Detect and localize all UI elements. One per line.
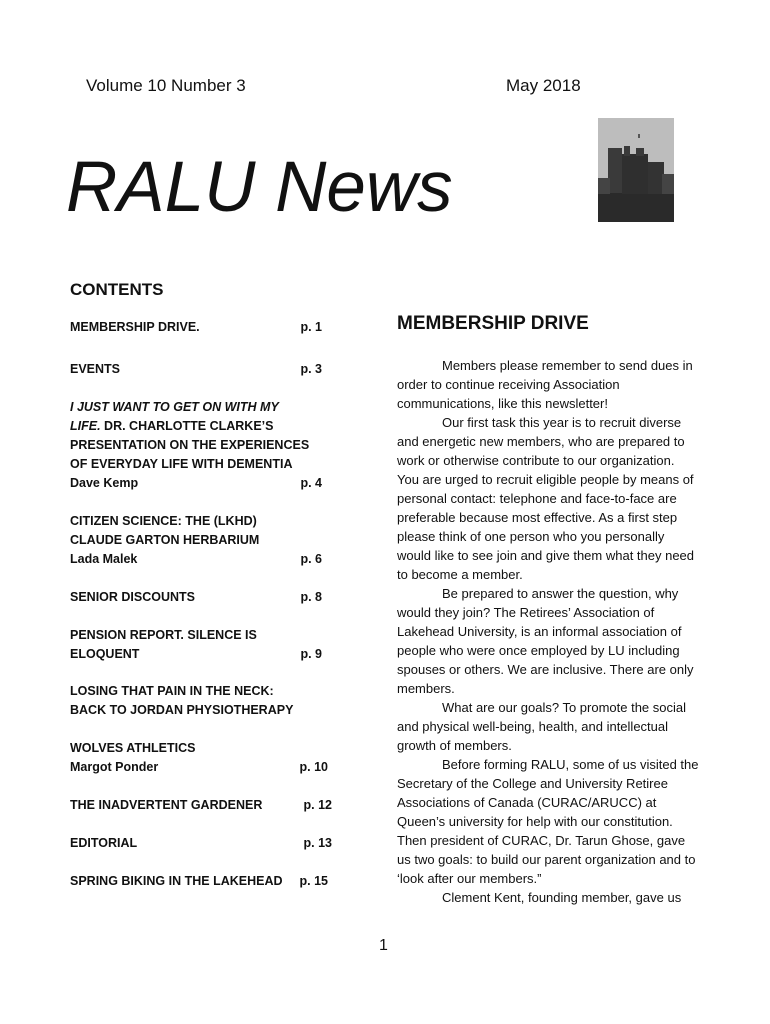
- toc-title: SENIOR DISCOUNTS: [70, 590, 196, 604]
- toc-title-block: [70, 626, 370, 664]
- article-body: [397, 356, 699, 907]
- toc-item-editorial[interactable]: [70, 834, 370, 853]
- toc-title-line: LOSING THAT PAIN IN THE NECK:: [70, 684, 274, 698]
- toc-title-line: ELOQUENT: [70, 647, 140, 661]
- article-heading: MEMBERSHIP DRIVE: [397, 313, 589, 334]
- masthead-title: RALU News: [66, 148, 453, 227]
- article-paragraph: What are our goals? To promote the social and physical well-being, health, and intellectual growth of members.: [397, 700, 687, 753]
- toc-page: p. 9: [300, 647, 322, 661]
- toc-author: Margot Ponder: [70, 760, 159, 774]
- toc-title-line: BACK TO JORDAN PHYSIOTHERAPY: [70, 703, 294, 717]
- toc-title: EVENTS: [70, 362, 121, 376]
- toc-item-pension-report[interactable]: [70, 626, 370, 664]
- article-paragraph: Our first task this year is to recruit diverse and energetic new members, who are prepared to work or otherwise contribute to our organization. You are urged to recruit eligible people by means of personal contact: telephone and face-to-face are preferable because most effective. As a first step please think of one person who you personally would like to see join and give them what they need to become a member.: [397, 415, 695, 582]
- toc-page: p. 6: [300, 552, 322, 566]
- article-paragraph: Before forming RALU, some of us visited the Secretary of the College and University Retiree Associations of Canada (CURAC/ARUCC) at Queen’s university for help with our constitution. Then president of CURAC, Dr. Tarun Ghose, gave us two goals: to build our parent organization and to ‘look after our members.”: [397, 757, 699, 886]
- masthead-photo: [598, 118, 674, 222]
- toc-title-line: CLAUDE GARTON HERBARIUM: [70, 533, 260, 547]
- toc-title-line: WOLVES ATHLETICS: [70, 741, 196, 755]
- toc-title-line: OF EVERYDAY LIFE WITH DEMENTIA: [70, 457, 293, 471]
- article-paragraph: Members please remember to send dues in order to continue receiving Association communications, like this newsletter!: [397, 358, 693, 411]
- page-number: 1: [379, 937, 388, 954]
- toc-title: SPRING BIKING IN THE LAKEHEAD: [70, 874, 283, 888]
- toc-item-dementia-presentation[interactable]: [70, 398, 370, 493]
- issue-date: May 2018: [506, 76, 581, 95]
- toc-title-block: [70, 682, 370, 720]
- toc-page: p. 15: [299, 874, 328, 888]
- toc-title: EDITORIAL: [70, 836, 138, 850]
- toc-title-block: [70, 398, 370, 493]
- toc-item-senior-discounts[interactable]: [70, 588, 370, 607]
- toc-title-line: I JUST WANT TO GET ON WITH MY: [70, 400, 279, 414]
- volume-number: Volume 10 Number 3: [86, 76, 246, 95]
- toc-title-line: CITIZEN SCIENCE: THE (LKHD): [70, 514, 257, 528]
- toc-title-block: [70, 512, 370, 569]
- toc-page: p. 12: [303, 798, 332, 812]
- toc-author: Lada Malek: [70, 552, 138, 566]
- toc-item-membership-drive[interactable]: [70, 318, 370, 337]
- toc-item-citizen-science[interactable]: [70, 512, 370, 569]
- toc-item-events[interactable]: [70, 360, 370, 379]
- article-paragraph: Clement Kent, founding member, gave us: [442, 890, 682, 905]
- toc-page: p. 10: [299, 760, 328, 774]
- toc-title-line: LIFE.: [70, 419, 101, 433]
- toc-item-wolves-athletics[interactable]: [70, 739, 370, 777]
- toc-title: MEMBERSHIP DRIVE.: [70, 320, 200, 334]
- toc-page: p. 3: [300, 362, 322, 376]
- toc-title-line: PRESENTATION ON THE EXPERIENCES: [70, 438, 310, 452]
- contents-heading: CONTENTS: [70, 280, 164, 299]
- toc-page: p. 4: [300, 476, 322, 490]
- toc-item-inadvertent-gardener[interactable]: [70, 796, 370, 815]
- toc-page: p. 1: [300, 320, 322, 334]
- toc-page: p. 13: [303, 836, 332, 850]
- toc-title-line: DR. CHARLOTTE CLARKE’S: [100, 419, 274, 433]
- toc-title: THE INADVERTENT GARDENER: [70, 798, 263, 812]
- article-paragraph: Be prepared to answer the question, why would they join? The Retirees’ Association of Lakehead University, is an informal association of people who were once employed by LU including spouses or others. We are inclusive. There are only members.: [397, 586, 694, 696]
- toc-title-line: PENSION REPORT. SILENCE IS: [70, 628, 257, 642]
- toc-page: p. 8: [300, 590, 322, 604]
- toc-item-physiotherapy[interactable]: [70, 682, 370, 720]
- toc-author: Dave Kemp: [70, 476, 139, 490]
- toc-item-spring-biking[interactable]: [70, 872, 370, 891]
